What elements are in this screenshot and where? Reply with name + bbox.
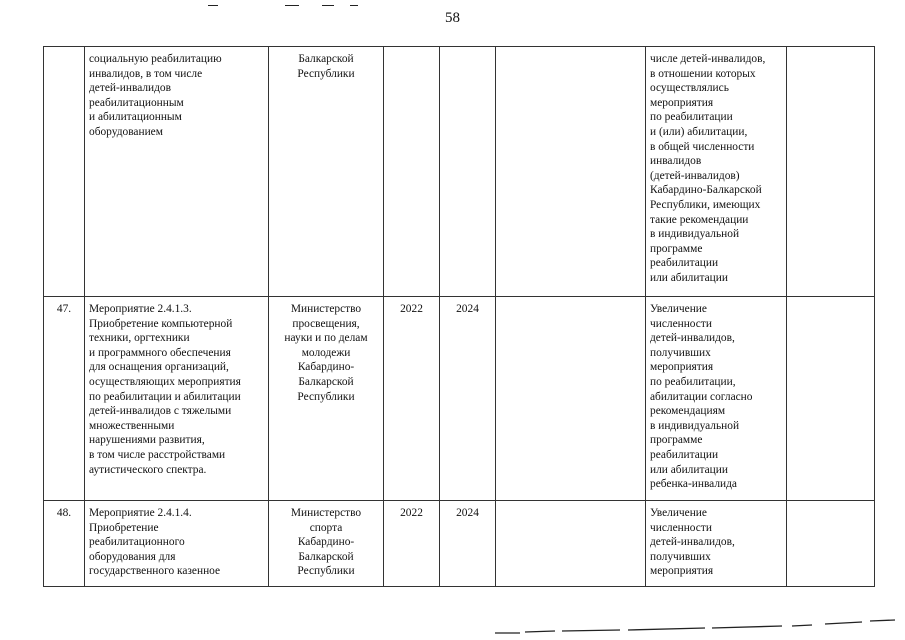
cell-blank <box>496 297 646 501</box>
text-line: (детей-инвалидов) <box>650 169 740 182</box>
table-row <box>44 297 875 501</box>
text-line: детей-инвалидов, <box>650 332 735 345</box>
cell-event <box>85 501 269 587</box>
text-line: или абилитации <box>650 271 728 284</box>
text-line: Балкарской <box>298 375 354 388</box>
cell-end-year: 2024 <box>440 297 496 501</box>
text-line: ребенка-инвалида <box>650 478 737 491</box>
text-line: аутистического спектра. <box>89 463 207 476</box>
page-number: 58 <box>445 10 460 26</box>
text-line: науки и по делам <box>284 332 368 345</box>
text-line: и абилитационным <box>89 111 182 124</box>
scan-mark <box>350 5 358 6</box>
text-line: техники, оргтехники <box>89 332 190 345</box>
table-body <box>44 47 875 587</box>
text-line: реабилитационного <box>89 536 185 549</box>
text-line: программе <box>650 434 703 447</box>
table-row <box>44 47 875 297</box>
text-line: Республики <box>297 67 355 80</box>
cell-start-year: 2022 <box>384 297 440 501</box>
text-line: в индивидуальной <box>650 228 740 241</box>
text-line: Приобретение <box>89 521 159 534</box>
cell-indicator <box>646 47 787 297</box>
cell-number <box>44 47 85 297</box>
text-line: нарушениями развития, <box>89 434 205 447</box>
text-line: в том числе расстройствами <box>89 448 226 461</box>
text-line: получивших <box>650 346 711 359</box>
cell-end-year: 2024 <box>440 501 496 587</box>
text-line: просвещения, <box>292 317 360 330</box>
cell-number: 47. <box>44 297 85 501</box>
text-line: инвалидов <box>650 155 702 168</box>
text-line: социальную реабилитацию <box>89 53 222 65</box>
text-line: для оснащения организаций, <box>89 361 229 374</box>
text-line: множественными <box>89 419 175 432</box>
cell-end-year <box>440 47 496 297</box>
text-line: Республики, имеющих <box>650 198 761 211</box>
text-line: мероприятия <box>650 361 714 374</box>
text-line: Мероприятие 2.4.1.4. <box>89 507 192 519</box>
cell-start-year <box>384 47 440 297</box>
cell-executor <box>269 297 384 501</box>
cell-indicator <box>646 501 787 587</box>
cell-start-year: 2022 <box>384 501 440 587</box>
cell-executor <box>269 501 384 587</box>
text-line: численности <box>650 317 712 330</box>
cell-blank <box>787 297 875 501</box>
scan-mark <box>208 5 218 6</box>
text-line: числе детей-инвалидов, <box>650 53 766 65</box>
text-line: Кабардино- <box>297 536 355 549</box>
table-row <box>44 501 875 587</box>
text-line: инвалидов, в том числе <box>89 67 203 80</box>
text-line: детей-инвалидов с тяжелыми <box>89 405 232 418</box>
text-line: реабилитации <box>650 448 719 461</box>
text-line: в отношении которых <box>650 67 756 80</box>
cell-event <box>85 47 269 297</box>
text-line: Кабардино- <box>297 361 355 374</box>
cell-blank <box>496 47 646 297</box>
text-line: осуществляющих мероприятия <box>89 375 241 388</box>
scan-mark <box>322 5 334 6</box>
text-line: спорта <box>309 521 343 534</box>
text-line: по реабилитации и абилитации <box>89 390 241 403</box>
text-line: детей-инвалидов <box>89 82 171 95</box>
text-line: или абилитации <box>650 463 728 476</box>
text-line: по реабилитации <box>650 111 733 124</box>
cell-blank <box>787 47 875 297</box>
text-line: Увеличение <box>650 507 707 519</box>
text-line: оборудованием <box>89 125 163 138</box>
text-line: в индивидуальной <box>650 419 740 432</box>
text-line: Кабардино-Балкарской <box>650 184 762 197</box>
text-line: такие рекомендации <box>650 213 749 226</box>
cell-executor <box>269 47 384 297</box>
text-line: Республики <box>297 565 355 578</box>
text-line: реабилитационным <box>89 96 184 109</box>
text-line: рекомендациям <box>650 405 726 418</box>
cell-blank <box>787 501 875 587</box>
text-line: Министерство <box>290 507 362 519</box>
text-line: мероприятия <box>650 565 714 578</box>
document-table <box>43 46 875 587</box>
text-line: в общей численности <box>650 140 755 153</box>
text-line: осуществлялись <box>650 82 729 95</box>
text-line: по реабилитации, <box>650 375 736 388</box>
text-line: программе <box>650 242 703 255</box>
text-line: детей-инвалидов, <box>650 536 735 549</box>
text-line: получивших <box>650 550 711 563</box>
cell-number: 48. <box>44 501 85 587</box>
text-line: Министерство <box>290 303 362 315</box>
cell-indicator <box>646 297 787 501</box>
text-line: мероприятия <box>650 96 714 109</box>
text-line: Балкарской <box>298 550 354 563</box>
text-line: Мероприятие 2.4.1.3. <box>89 303 192 315</box>
text-line: реабилитации <box>650 257 719 270</box>
text-line: Увеличение <box>650 303 707 315</box>
scan-mark <box>285 5 299 6</box>
text-line: молодежи <box>301 346 351 359</box>
text-line: Республики <box>297 390 355 403</box>
text-line: абилитации согласно <box>650 390 753 403</box>
text-line: Приобретение компьютерной <box>89 317 233 330</box>
cell-event <box>85 297 269 501</box>
text-line: Балкарской <box>298 53 354 65</box>
text-line: численности <box>650 521 712 534</box>
cell-blank <box>496 501 646 587</box>
text-line: и программного обеспечения <box>89 346 231 359</box>
text-line: государственного казенное <box>89 565 221 578</box>
text-line: и (или) абилитации, <box>650 125 748 138</box>
text-line: оборудования для <box>89 550 176 563</box>
